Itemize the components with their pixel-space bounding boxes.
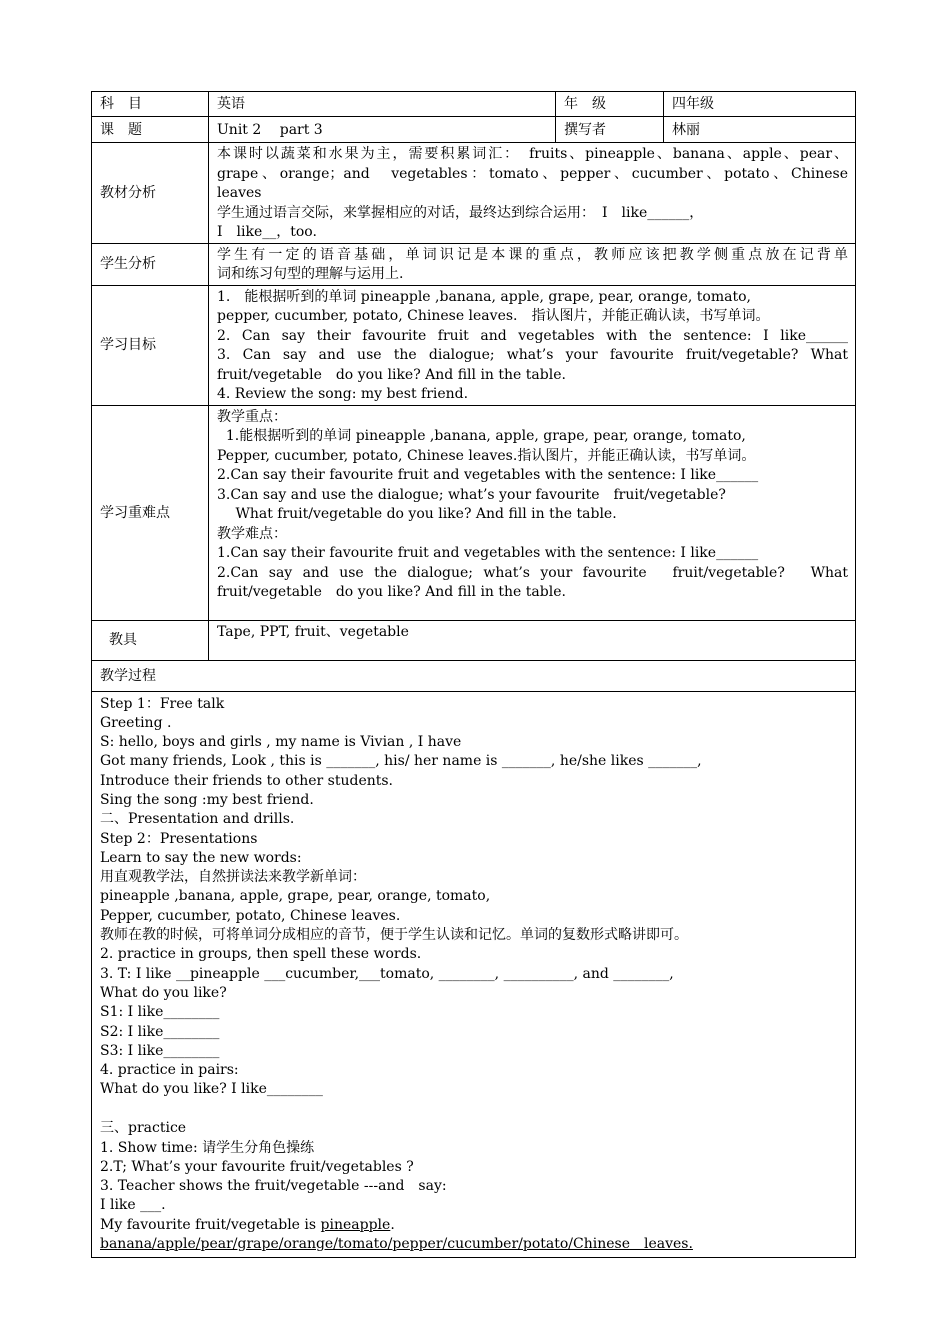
student-analysis-line: 词和练习句型的理解与运用上. — [217, 266, 404, 282]
key-point-line: What fruit/vegetable do you like? And fill in the table. — [217, 506, 617, 522]
process-line: 教师在教的时候，可将单词分成相应的音节，便于学生认读和记忆。单词的复数形式略讲即可。 — [100, 927, 688, 944]
subject-value: 英语 — [209, 92, 556, 117]
process-line: 3. Teacher shows the fruit/vegetable ---and say: — [100, 1178, 447, 1195]
textbook-analysis-line: grape、orange；and vegetables：tomato、pepper、cucumber、potato、Chinese leaves — [217, 165, 862, 201]
row-objectives — [92, 285, 856, 405]
objectives-label: 学习目标 — [92, 285, 209, 405]
process-line: Sing the song :my best friend. — [100, 791, 314, 808]
student-analysis-label: 学生分析 — [92, 243, 209, 285]
textbook-analysis-content — [209, 143, 862, 244]
objective-line: 2. Can say their favourite fruit and vegetables with the sentence: I like______ — [217, 327, 848, 344]
subject-label: 科 目 — [92, 92, 209, 117]
key-point-line: 2.Can say their favourite fruit and vegetables with the sentence: I like______ — [217, 467, 759, 483]
objective-line: pepper, cucumber, potato, Chinese leaves. 指认图片，并能正确认读，书写单词。 — [217, 308, 770, 324]
process-line: 二、Presentation and drills. — [100, 811, 295, 828]
process-line: I like ___. — [100, 1197, 166, 1214]
row-tools — [92, 620, 856, 660]
row-topic — [92, 117, 856, 143]
key-point-line: fruit/vegetable do you like? And fill in the table. — [217, 584, 566, 600]
key-point-line: 1.能根据听到的单词 pineapple ,banana, apple, grape, pear, orange, tomato, — [217, 428, 746, 444]
topic-value: Unit 2 part 3 — [209, 117, 556, 143]
blank-line — [100, 1100, 848, 1120]
textbook-analysis-line: 学生通过语言交际，来掌握相应的对话，最终达到综合运用： I like______， — [217, 204, 704, 221]
objective-line: fruit/vegetable do you like? And fill in the table. — [217, 366, 566, 383]
process-line: S: hello, boys and girls , my name is Vivian , I have — [100, 734, 462, 751]
key-points-label: 学习重难点 — [92, 405, 209, 620]
process-line: Step 2：Presentations — [100, 830, 258, 847]
topic-label: 课 题 — [92, 117, 209, 143]
process-line: Learn to say the new words: — [100, 849, 302, 866]
favourite-tail: . — [390, 1216, 395, 1233]
row-process-heading — [92, 660, 856, 691]
key-point-line: 3.Can say and use the dialogue; what’s your favourite fruit/vegetable? — [217, 486, 726, 503]
textbook-analysis-label: 教材分析 — [92, 143, 209, 244]
process-line: Greeting . — [100, 714, 172, 731]
process-line: S1: I like________ — [100, 1004, 220, 1021]
objective-line: 3. Can say and use the dialogue; what’s your favourite fruit/vegetable? What — [217, 347, 848, 363]
process-line: What do you like? I like________ — [100, 1081, 323, 1098]
key-point-line: 1.Can say their favourite fruit and vegetables with the sentence: I like______ — [217, 545, 759, 561]
process-line — [100, 1216, 848, 1235]
lesson-plan-table — [91, 91, 862, 1258]
process-line: What do you like? — [100, 984, 227, 1001]
student-analysis-line: 学生有一定的语音基础，单词识记是本课的重点，教师应该把教学侧重点放在记背单 — [217, 246, 848, 263]
author-label: 撰写者 — [556, 117, 664, 143]
process-line: 2. practice in groups, then spell these words. — [100, 946, 422, 963]
key-point-line: 教学难点： — [217, 525, 287, 542]
lesson-plan — [91, 91, 862, 1258]
process-line: Introduce their friends to other students. — [100, 772, 394, 789]
key-point-line: 2.Can say and use the dialogue; what’s your favourite fruit/vegetable? What — [217, 564, 848, 581]
key-point-line: Pepper, cucumber, potato, Chinese leaves.指认图片，并能正确认读，书写单词。 — [217, 447, 756, 464]
tools-value: Tape, PPT, fruit、vegetable — [209, 620, 856, 660]
process-line: Step 1：Free talk — [100, 695, 225, 712]
author-value: 林丽 — [664, 117, 856, 143]
row-key-points — [92, 405, 856, 620]
grade-value: 四年级 — [664, 92, 856, 117]
process-line: S2: I like________ — [100, 1023, 220, 1040]
process-line: Pepper, cucumber, potato, Chinese leaves. — [100, 907, 401, 924]
process-line: 3. T: I like __pineapple ___cucumber,___tomato, ________, __________, and ________, — [100, 965, 674, 982]
process-line: S3: I like________ — [100, 1042, 220, 1059]
process-line: banana/apple/pear/grape/orange/tomato/pepper/cucumber/potato/Chinese leaves. — [100, 1236, 693, 1253]
objective-line: 1. 能根据听到的单词 pineapple ,banana, apple, grape, pear, orange, tomato, — [217, 288, 751, 305]
student-analysis-content — [209, 243, 856, 285]
tools-label: 教具 — [92, 620, 209, 660]
process-line: 三、practice — [100, 1120, 187, 1137]
process-label: 教学过程 — [92, 660, 856, 691]
row-subject — [92, 92, 856, 117]
textbook-analysis-line: 本课时以蔬菜和水果为主，需要积累词汇： fruits、pineapple、banana、apple、pear、 — [217, 146, 848, 162]
favourite-prompt: My favourite fruit/vegetable is — [100, 1216, 321, 1233]
process-line: 1. Show time: 请学生分角色操练 — [100, 1139, 315, 1156]
objectives-content — [209, 285, 856, 405]
favourite-answer: pineapple — [320, 1216, 391, 1233]
process-line: 用直观教学法，自然拼读法来教学新单词： — [100, 869, 366, 886]
row-student-analysis — [92, 243, 856, 285]
process-content — [92, 691, 856, 1257]
process-line: Got many friends, Look , this is _______, his/ her name is _______, he/she likes _______, — [100, 753, 702, 770]
row-process — [92, 691, 856, 1257]
process-line: 2.T; What’s your favourite fruit/vegetables ? — [100, 1158, 414, 1175]
row-textbook-analysis — [92, 143, 856, 244]
key-points-content — [209, 405, 856, 620]
textbook-analysis-line: I like__，too. — [217, 224, 317, 240]
process-line: pineapple ,banana, apple, grape, pear, orange, tomato, — [100, 888, 491, 905]
process-line: 4. practice in pairs: — [100, 1062, 239, 1079]
grade-label: 年 级 — [556, 92, 664, 117]
objective-line: 4. Review the song: my best friend. — [217, 386, 469, 402]
key-point-line: 教学重点： — [217, 408, 287, 425]
